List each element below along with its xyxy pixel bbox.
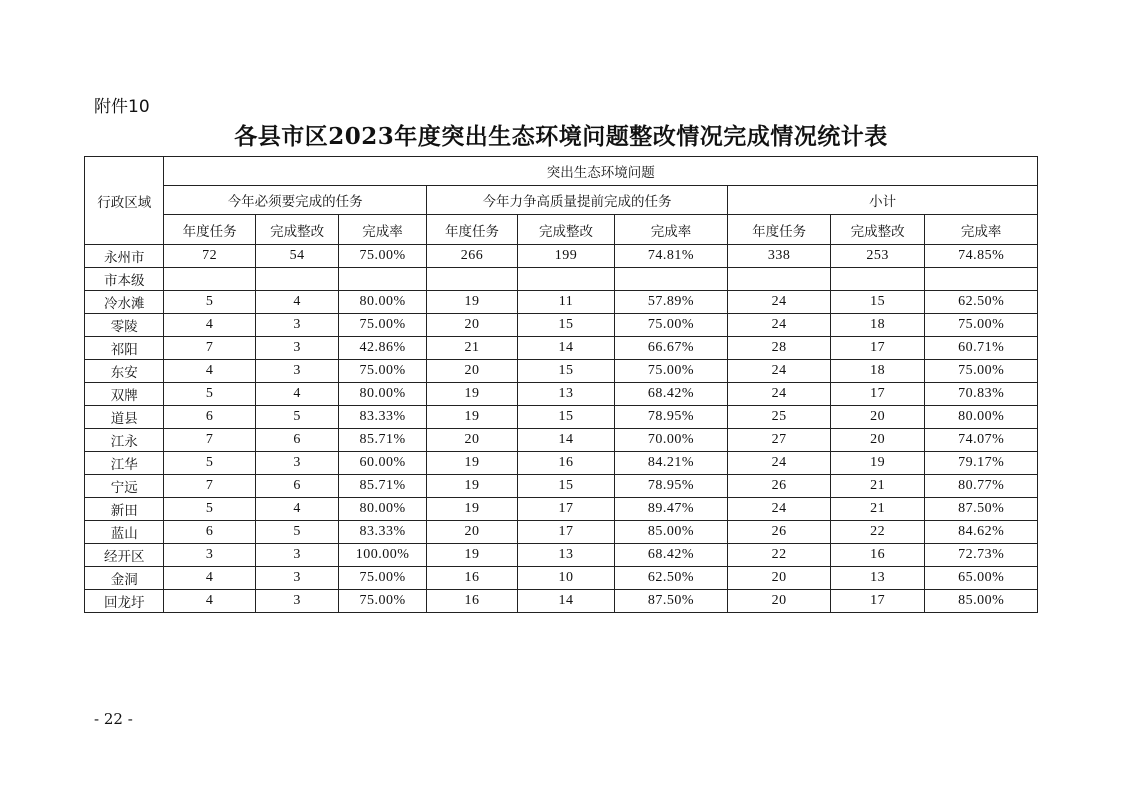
subcolumn-header: 完成整改 [830, 215, 924, 245]
value-cell: 83.33% [339, 406, 426, 429]
subcolumn-header: 年度任务 [728, 215, 831, 245]
value-cell: 80.00% [339, 291, 426, 314]
value-cell: 3 [255, 590, 338, 613]
value-cell: 4 [164, 590, 255, 613]
value-cell: 80.77% [925, 475, 1038, 498]
value-cell: 75.00% [339, 245, 426, 268]
table-row [85, 383, 1038, 406]
region-cell: 永州市 [85, 245, 164, 268]
value-cell: 15 [830, 291, 924, 314]
value-cell: 75.00% [925, 314, 1038, 337]
value-cell: 22 [830, 521, 924, 544]
group-header-required: 今年必须要完成的任务 [164, 186, 426, 215]
value-cell: 89.47% [614, 498, 728, 521]
value-cell: 4 [164, 360, 255, 383]
value-cell: 87.50% [925, 498, 1038, 521]
value-cell: 60.71% [925, 337, 1038, 360]
value-cell: 5 [164, 291, 255, 314]
value-cell: 75.00% [614, 314, 728, 337]
value-cell: 14 [518, 590, 615, 613]
value-cell: 85.00% [925, 590, 1038, 613]
value-cell: 4 [255, 291, 338, 314]
value-cell: 54 [255, 245, 338, 268]
value-cell: 13 [830, 567, 924, 590]
value-cell: 14 [518, 429, 615, 452]
table-row [85, 406, 1038, 429]
table-row [85, 567, 1038, 590]
value-cell: 3 [255, 567, 338, 590]
value-cell: 266 [426, 245, 517, 268]
region-cell: 江华 [85, 452, 164, 475]
subcolumn-header: 完成率 [925, 215, 1038, 245]
region-cell: 祁阳 [85, 337, 164, 360]
value-cell: 72 [164, 245, 255, 268]
value-cell: 20 [728, 567, 831, 590]
subcolumn-header: 完成率 [614, 215, 728, 245]
value-cell: 75.00% [339, 314, 426, 337]
value-cell [255, 268, 338, 291]
value-cell: 78.95% [614, 475, 728, 498]
value-cell: 79.17% [925, 452, 1038, 475]
value-cell: 65.00% [925, 567, 1038, 590]
value-cell: 78.95% [614, 406, 728, 429]
value-cell: 7 [164, 475, 255, 498]
region-cell: 东安 [85, 360, 164, 383]
value-cell: 62.50% [614, 567, 728, 590]
value-cell: 66.67% [614, 337, 728, 360]
attachment-label: 附件10 [94, 97, 150, 117]
value-cell: 4 [164, 567, 255, 590]
value-cell [830, 268, 924, 291]
value-cell: 6 [164, 406, 255, 429]
value-cell: 20 [426, 429, 517, 452]
value-cell: 70.00% [614, 429, 728, 452]
region-cell: 冷水滩 [85, 291, 164, 314]
value-cell: 16 [426, 590, 517, 613]
value-cell: 3 [255, 360, 338, 383]
value-cell: 84.62% [925, 521, 1038, 544]
table-row [85, 498, 1038, 521]
value-cell: 16 [830, 544, 924, 567]
value-cell [164, 268, 255, 291]
subcolumn-header: 完成率 [339, 215, 426, 245]
value-cell: 75.00% [339, 590, 426, 613]
value-cell: 20 [830, 429, 924, 452]
value-cell: 5 [164, 452, 255, 475]
value-cell: 4 [255, 383, 338, 406]
value-cell: 100.00% [339, 544, 426, 567]
subcolumn-header: 完成整改 [518, 215, 615, 245]
subcolumn-header: 完成整改 [255, 215, 338, 245]
value-cell: 5 [255, 406, 338, 429]
value-cell [426, 268, 517, 291]
value-cell: 19 [426, 383, 517, 406]
value-cell: 3 [255, 337, 338, 360]
value-cell: 60.00% [339, 452, 426, 475]
table-row [85, 291, 1038, 314]
value-cell: 24 [728, 498, 831, 521]
value-cell: 17 [830, 383, 924, 406]
value-cell: 20 [830, 406, 924, 429]
value-cell: 80.00% [339, 383, 426, 406]
value-cell: 57.89% [614, 291, 728, 314]
table-row [85, 590, 1038, 613]
value-cell: 42.86% [339, 337, 426, 360]
group-header-early: 今年力争高质量提前完成的任务 [426, 186, 728, 215]
region-cell: 道县 [85, 406, 164, 429]
value-cell: 4 [164, 314, 255, 337]
subcolumn-header: 年度任务 [164, 215, 255, 245]
value-cell: 75.00% [925, 360, 1038, 383]
value-cell: 85.00% [614, 521, 728, 544]
value-cell: 19 [426, 291, 517, 314]
value-cell: 16 [426, 567, 517, 590]
value-cell: 15 [518, 406, 615, 429]
value-cell: 27 [728, 429, 831, 452]
value-cell: 15 [518, 475, 615, 498]
value-cell: 19 [426, 406, 517, 429]
table-row [85, 268, 1038, 291]
value-cell: 75.00% [614, 360, 728, 383]
value-cell: 20 [426, 521, 517, 544]
region-cell: 蓝山 [85, 521, 164, 544]
value-cell: 26 [728, 521, 831, 544]
value-cell: 80.00% [925, 406, 1038, 429]
region-cell: 市本级 [85, 268, 164, 291]
value-cell: 75.00% [339, 360, 426, 383]
value-cell: 26 [728, 475, 831, 498]
region-cell: 零陵 [85, 314, 164, 337]
value-cell: 7 [164, 337, 255, 360]
value-cell: 5 [255, 521, 338, 544]
table-row [85, 521, 1038, 544]
statistics-table [84, 156, 1038, 613]
value-cell: 6 [255, 429, 338, 452]
region-cell: 江永 [85, 429, 164, 452]
value-cell: 85.71% [339, 429, 426, 452]
value-cell: 70.83% [925, 383, 1038, 406]
value-cell: 5 [164, 383, 255, 406]
value-cell: 83.33% [339, 521, 426, 544]
value-cell: 20 [728, 590, 831, 613]
value-cell: 68.42% [614, 544, 728, 567]
value-cell: 16 [518, 452, 615, 475]
value-cell: 19 [426, 498, 517, 521]
value-cell: 11 [518, 291, 615, 314]
value-cell: 80.00% [339, 498, 426, 521]
value-cell: 7 [164, 429, 255, 452]
table-row [85, 360, 1038, 383]
value-cell: 22 [728, 544, 831, 567]
region-cell: 经开区 [85, 544, 164, 567]
value-cell: 68.42% [614, 383, 728, 406]
value-cell: 17 [518, 498, 615, 521]
table-header [85, 157, 1038, 245]
value-cell: 74.07% [925, 429, 1038, 452]
value-cell: 74.81% [614, 245, 728, 268]
table-row [85, 544, 1038, 567]
value-cell: 28 [728, 337, 831, 360]
value-cell: 3 [164, 544, 255, 567]
page-title: 各县市区2023年度突出生态环境问题整改情况完成情况统计表 [234, 123, 888, 150]
value-cell: 19 [426, 475, 517, 498]
page-number: - 22 - [94, 710, 133, 728]
value-cell: 85.71% [339, 475, 426, 498]
value-cell: 25 [728, 406, 831, 429]
value-cell: 17 [518, 521, 615, 544]
value-cell: 84.21% [614, 452, 728, 475]
value-cell [614, 268, 728, 291]
value-cell: 18 [830, 360, 924, 383]
value-cell: 24 [728, 452, 831, 475]
region-cell: 宁远 [85, 475, 164, 498]
value-cell: 24 [728, 291, 831, 314]
value-cell: 20 [426, 360, 517, 383]
value-cell: 75.00% [339, 567, 426, 590]
value-cell: 15 [518, 360, 615, 383]
value-cell [339, 268, 426, 291]
value-cell: 87.50% [614, 590, 728, 613]
table-row [85, 245, 1038, 268]
value-cell [925, 268, 1038, 291]
value-cell: 19 [426, 544, 517, 567]
value-cell: 72.73% [925, 544, 1038, 567]
value-cell [518, 268, 615, 291]
region-cell: 回龙圩 [85, 590, 164, 613]
value-cell: 19 [426, 452, 517, 475]
value-cell: 18 [830, 314, 924, 337]
value-cell: 3 [255, 544, 338, 567]
value-cell: 13 [518, 544, 615, 567]
region-cell: 新田 [85, 498, 164, 521]
value-cell: 5 [164, 498, 255, 521]
value-cell: 17 [830, 590, 924, 613]
value-cell: 3 [255, 314, 338, 337]
value-cell: 62.50% [925, 291, 1038, 314]
value-cell: 21 [830, 475, 924, 498]
value-cell: 253 [830, 245, 924, 268]
subcolumn-header: 年度任务 [426, 215, 517, 245]
table-row [85, 475, 1038, 498]
group-header-subtotal: 小计 [728, 186, 1038, 215]
table-row [85, 337, 1038, 360]
region-cell: 金洞 [85, 567, 164, 590]
value-cell [728, 268, 831, 291]
value-cell: 24 [728, 383, 831, 406]
value-cell: 24 [728, 314, 831, 337]
value-cell: 15 [518, 314, 615, 337]
top-group-header: 突出生态环境问题 [164, 157, 1038, 186]
value-cell: 10 [518, 567, 615, 590]
value-cell: 6 [255, 475, 338, 498]
value-cell: 20 [426, 314, 517, 337]
table-row [85, 314, 1038, 337]
table-row [85, 429, 1038, 452]
value-cell: 24 [728, 360, 831, 383]
value-cell: 338 [728, 245, 831, 268]
value-cell: 21 [426, 337, 517, 360]
value-cell: 21 [830, 498, 924, 521]
value-cell: 3 [255, 452, 338, 475]
value-cell: 13 [518, 383, 615, 406]
table-body [85, 245, 1038, 613]
table-row [85, 452, 1038, 475]
region-header: 行政区域 [85, 157, 164, 245]
value-cell: 6 [164, 521, 255, 544]
value-cell: 14 [518, 337, 615, 360]
value-cell: 19 [830, 452, 924, 475]
value-cell: 17 [830, 337, 924, 360]
value-cell: 74.85% [925, 245, 1038, 268]
region-cell: 双牌 [85, 383, 164, 406]
value-cell: 199 [518, 245, 615, 268]
value-cell: 4 [255, 498, 338, 521]
